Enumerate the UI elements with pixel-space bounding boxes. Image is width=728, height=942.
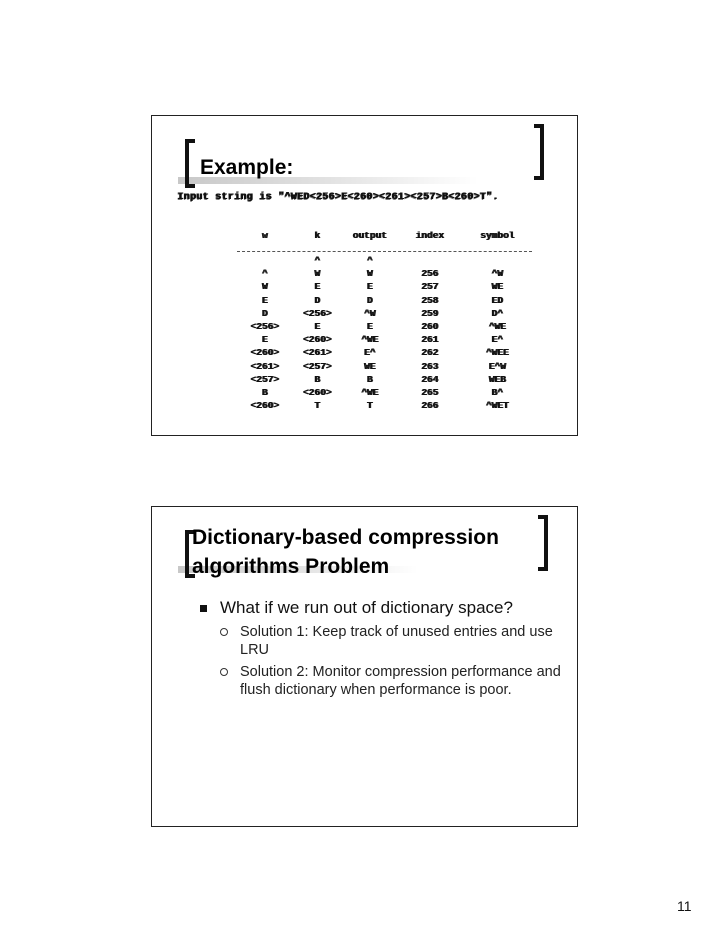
- table-cell-k: <260>: [302, 334, 332, 346]
- table-row: [237, 254, 532, 267]
- table-cell-index: 265: [420, 386, 439, 398]
- table-cell-k: D: [314, 294, 320, 306]
- table-cell-output: B: [366, 373, 373, 385]
- table-cell-k: <256>: [302, 307, 332, 319]
- sub-list-item: [182, 623, 562, 659]
- table-cell-k: E: [314, 281, 320, 293]
- dashed-separator: [237, 251, 532, 252]
- table-cell-index: 266: [420, 400, 439, 412]
- table-cell-k: <261>: [302, 347, 332, 359]
- table-cell-index: 259: [420, 307, 439, 319]
- table-cell-w: [237, 254, 292, 267]
- table-cell-output: ^: [366, 255, 373, 267]
- table-cell-w: <260>: [250, 347, 279, 359]
- column-header-k: k: [314, 230, 320, 241]
- table-cell-index: 258: [420, 294, 439, 306]
- table-cell-w: W: [261, 281, 268, 293]
- table-cell-k: E: [314, 321, 320, 333]
- slide-title-line-1: Dictionary-based compression: [192, 526, 499, 549]
- column-header-symbol: symbol: [479, 230, 515, 241]
- table-cell-w: <257>: [250, 373, 279, 385]
- square-bullet-icon: [200, 605, 207, 612]
- lzw-table: [237, 230, 532, 412]
- table-cell-output: E: [366, 321, 373, 333]
- table-cell-w: B: [261, 386, 268, 398]
- table-cell-k: B: [314, 373, 320, 385]
- right-bracket-icon: [538, 515, 548, 571]
- table-cell-symbol: ^WEE: [485, 347, 509, 359]
- table-cell-output: W: [366, 268, 373, 280]
- table-cell-index: [397, 254, 462, 267]
- table-cell-w: <260>: [250, 400, 279, 412]
- sub-list-item: [182, 663, 562, 699]
- table-cell-symbol: D^: [491, 307, 503, 319]
- table-cell-index: 263: [420, 360, 439, 372]
- table-cell-w: <256>: [250, 321, 279, 333]
- table-cell-index: 261: [420, 334, 439, 346]
- table-cell-symbol: [462, 254, 532, 267]
- table-cell-k: ^: [314, 255, 320, 267]
- table-cell-index: 260: [420, 321, 439, 333]
- table-row: [237, 267, 532, 280]
- table-cell-output: E: [366, 281, 373, 293]
- table-row: [237, 294, 532, 307]
- sub-bullet-text: Solution 2: Monitor compression performance and flush dictionary when performance is poor.: [240, 664, 561, 698]
- slide-title: Example:: [200, 156, 294, 179]
- table-cell-index: 264: [420, 373, 439, 385]
- left-bracket-icon: [185, 139, 195, 188]
- table-cell-w: <261>: [250, 360, 279, 372]
- table-header-row: [237, 230, 532, 248]
- table-row: [237, 320, 532, 333]
- list-item: [182, 597, 562, 619]
- table-cell-symbol: ED: [491, 294, 503, 306]
- slide-title-line-2: algorithms Problem: [192, 555, 390, 578]
- slide-dictionary-problem: [151, 506, 578, 827]
- table-cell-output: ^WE: [360, 334, 379, 346]
- table-cell-k: T: [314, 400, 320, 412]
- table-cell-index: 257: [420, 281, 439, 293]
- table-cell-index: 256: [420, 268, 439, 280]
- table-cell-symbol: ^WET: [485, 400, 509, 412]
- table-cell-output: E^: [363, 347, 376, 359]
- circle-bullet-icon: [220, 668, 228, 676]
- column-header-output: output: [352, 230, 387, 241]
- table-cell-symbol: ^WE: [488, 321, 506, 333]
- table-cell-output: ^WE: [360, 386, 379, 398]
- column-header-w: w: [261, 230, 268, 241]
- table-cell-output: ^W: [363, 307, 376, 319]
- table-cell-symbol: B^: [491, 386, 503, 398]
- table-cell-w: E: [261, 334, 268, 346]
- table-cell-output: WE: [363, 360, 376, 372]
- table-row: [237, 346, 532, 359]
- table-cell-k: <257>: [302, 360, 332, 372]
- table-cell-output: T: [366, 400, 373, 412]
- table-cell-symbol: ^W: [491, 268, 503, 280]
- table-cell-symbol: WEB: [488, 373, 506, 385]
- table-row: [237, 386, 532, 399]
- table-row: [237, 333, 532, 346]
- table-cell-symbol: WE: [491, 281, 503, 293]
- page-number: 11: [677, 898, 692, 914]
- table-row: [237, 373, 532, 386]
- table-cell-symbol: E^W: [488, 360, 506, 372]
- table-cell-k: W: [314, 268, 320, 280]
- table-cell-symbol: E^: [491, 334, 503, 346]
- table-cell-w: D: [261, 307, 268, 319]
- table-cell-k: <260>: [302, 386, 332, 398]
- table-row: [237, 280, 532, 293]
- table-cell-w: ^: [261, 268, 268, 280]
- table-cell-w: E: [261, 294, 268, 306]
- sub-bullet-text: Solution 1: Keep track of unused entries and use LRU: [240, 624, 553, 658]
- circle-bullet-icon: [220, 628, 228, 636]
- right-bracket-icon: [534, 124, 544, 180]
- bullet-text: What if we run out of dictionary space?: [220, 598, 513, 617]
- table-cell-index: 262: [420, 347, 439, 359]
- input-string-line: Input string is "^WED<256>E<260><261><257>B<260>T".: [177, 192, 499, 203]
- table-row: [237, 399, 532, 412]
- bullet-list: [182, 597, 562, 699]
- table-cell-output: D: [366, 294, 373, 306]
- table-body: [237, 254, 532, 412]
- table-row: [237, 307, 532, 320]
- table-row: [237, 360, 532, 373]
- column-header-index: index: [415, 230, 444, 241]
- slide-example: [151, 115, 578, 436]
